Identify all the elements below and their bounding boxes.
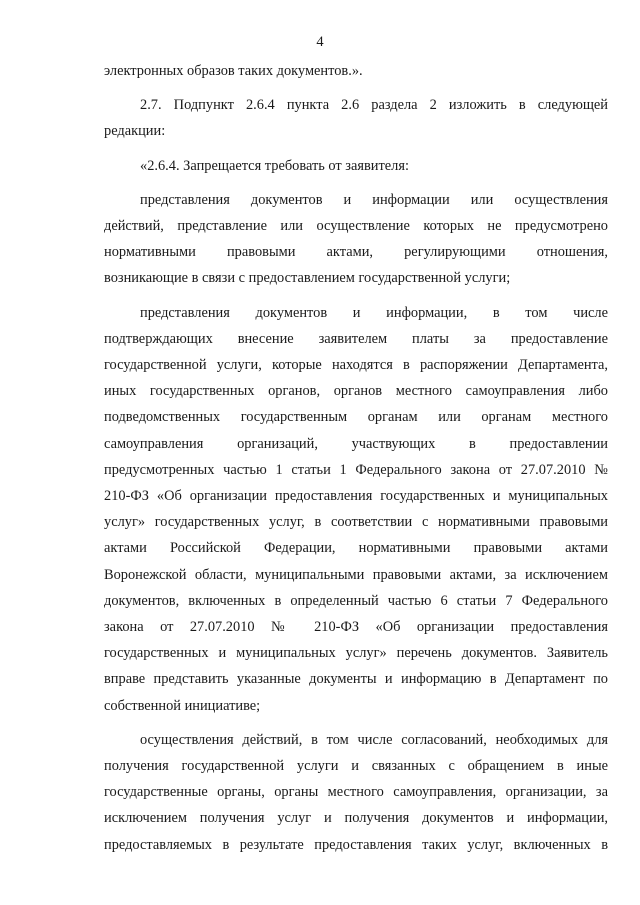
text-line: актами Российской Федерации, нормативными правовыми актами — [104, 540, 608, 557]
text-line: услуг» государственных услуг, в соответствии с нормативными правовыми — [104, 514, 608, 531]
text-line: предусмотренных частью 1 статьи 1 Федерального закона от 27.07.2010 № — [104, 461, 608, 478]
paragraph-gap — [104, 145, 608, 153]
text-line: нормативными правовыми актами, регулирующими отношения, — [104, 244, 608, 261]
paragraph-gap — [104, 84, 608, 92]
text-line: собственной инициативе; — [104, 697, 261, 714]
text-line: документов, включенных в определенный частью 6 статьи 7 Федерального — [104, 592, 608, 609]
document-body — [104, 58, 608, 858]
text-line: исключением получения услуг и получения документов и информации, — [104, 810, 608, 827]
paragraph-gap — [104, 179, 608, 187]
text-line: «2.6.4. Запрещается требовать от заявителя: — [140, 157, 409, 174]
paragraph-gap — [104, 719, 608, 727]
text-line: осуществления действий, в том числе согласований, необходимых для — [140, 731, 608, 748]
text-line: действий, представление или осуществление которых не предусмотрено — [104, 218, 608, 235]
text-line: представления документов и информации или осуществления — [140, 191, 608, 208]
page-number: 4 — [316, 34, 324, 50]
text-line: подведомственных государственным органам или органам местного — [104, 409, 608, 426]
text-line: вправе представить указанные документы и информацию в Департамент по — [104, 671, 608, 688]
text-line: предоставляемых в результате предоставления таких услуг, включенных в — [104, 836, 608, 853]
text-line: самоуправления организаций, участвующих в предоставлении — [104, 435, 608, 452]
text-line: возникающие в связи с предоставлением государственной услуги; — [104, 270, 511, 287]
text-line: представления документов и информации, в том числе — [140, 304, 608, 321]
text-line: Воронежской области, муниципальными правовыми актами, за исключением — [104, 566, 608, 583]
text-line: 210-ФЗ «Об организации предоставления государственных и муниципальных — [104, 488, 608, 505]
text-line: государственной услуги, которые находятся в распоряжении Департамента, — [104, 357, 608, 374]
text-line: 2.7. Подпункт 2.6.4 пункта 2.6 раздела 2 изложить в следующей — [140, 97, 608, 114]
text-line: электронных образов таких документов.». — [104, 63, 363, 79]
text-line: государственные органы, органы местного самоуправления, организации, за — [104, 784, 608, 801]
text-line: подтверждающих внесение заявителем платы за предоставление — [104, 330, 608, 347]
text-line: получения государственной услуги и связанных с обращением в иные — [104, 758, 608, 775]
text-line: государственных и муниципальных услуг» перечень документов. Заявитель — [104, 645, 608, 662]
text-line: иных государственных органов, органов местного самоуправления либо — [104, 383, 608, 400]
text-line: редакции: — [104, 123, 166, 140]
paragraph-gap — [104, 292, 608, 300]
text-line: закона от 27.07.2010 № 210-ФЗ «Об организации предоставления — [104, 619, 608, 636]
